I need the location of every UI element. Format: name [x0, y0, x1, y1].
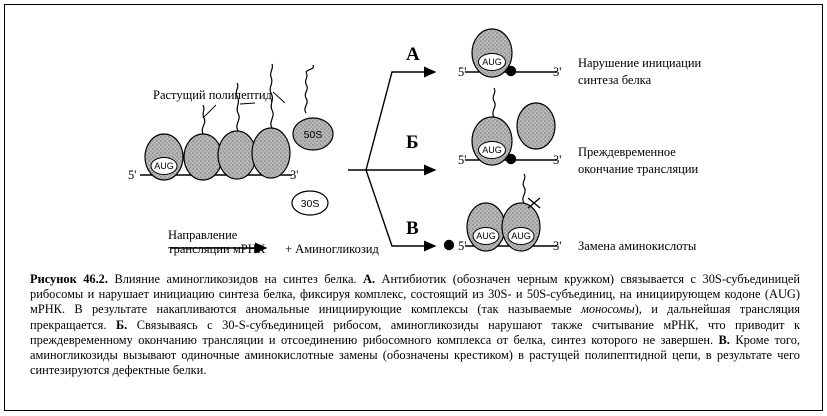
- caption-text-b: Связываясь с 30-S-субъединицей рибосом, аминогликозиды нарушают также считывание мРНК, что приводит к преждевременному окончанию трансляции и отсоединению рибосомного комплекса от белка, синтез которого не завершен.: [30, 317, 800, 347]
- caption-number: Рисунок 46.2.: [30, 272, 108, 286]
- label-five-prime-b: 5': [458, 153, 467, 167]
- branch-letter-v: В: [406, 218, 419, 239]
- label-three-prime-v: 3': [553, 239, 562, 253]
- svg-text:50S: 50S: [303, 129, 323, 141]
- svg-text:AUG: AUG: [511, 231, 531, 241]
- label-three-prime-a: 3': [553, 65, 562, 79]
- label-five-prime-left: 5': [128, 168, 137, 182]
- label-direction-line1: Направление: [168, 228, 238, 242]
- label-growing-polypeptide: Растущий полипептид: [153, 88, 272, 102]
- outcome-b-line2: окончание трансляции: [578, 162, 699, 176]
- outcome-a-line1: Нарушение инициации: [578, 56, 702, 70]
- label-three-prime-left: 3': [290, 168, 299, 182]
- svg-text:AUG: AUG: [482, 57, 502, 67]
- svg-text:AUG: AUG: [476, 231, 496, 241]
- caption-italic-monosomy: моносомы: [580, 302, 635, 317]
- caption-text-v: Кроме того, аминогликозиды вызывают одиночные аминокислотные замены (обозначены крестиком) в растущей полипептидной цепи, в результате чего синтезируются дефектные белки.: [30, 332, 801, 378]
- caption-intro: Влияние аминогликозидов на синтез белка.: [107, 272, 364, 286]
- label-direction-line2: трансляции мРНК: [168, 242, 266, 256]
- label-three-prime-b: 3': [553, 153, 562, 167]
- caption-bold-v: В.: [718, 332, 730, 347]
- svg-text:AUG: AUG: [154, 161, 174, 171]
- branch-letter-a: А: [406, 44, 420, 65]
- outcome-b-line1: Преждевременное: [578, 145, 676, 159]
- svg-text:30S: 30S: [300, 198, 320, 210]
- label-plus-aminoglycoside: + Аминогликозид: [285, 242, 379, 256]
- svg-text:AUG: AUG: [482, 145, 502, 155]
- branch-letter-b: Б: [406, 132, 419, 153]
- caption-bold-b: Б.: [115, 317, 128, 332]
- label-five-prime-a: 5': [458, 65, 467, 79]
- figure-caption: [30, 272, 800, 378]
- caption-text-a: Антибиотик (обозначен черным кружком) связывается с 30S-субъединицей рибосомы и нарушает инициацию синтеза белка, фиксируя комплекс, состоящий из 30S- и 50S-субъединиц, на инициирующем кодоне (AUG) мРНК. В результате накапливаются аномальные инициирующие комплексы (так называемые: [30, 272, 801, 317]
- label-five-prime-v: 5': [458, 239, 467, 253]
- outcome-a-line2: синтеза белка: [578, 73, 652, 87]
- caption-bold-a: А.: [363, 272, 376, 286]
- caption-text-a2: ), и дальнейшая трансляция прекращается.: [30, 302, 801, 332]
- outcome-v-line1: Замена аминокислоты: [578, 239, 697, 253]
